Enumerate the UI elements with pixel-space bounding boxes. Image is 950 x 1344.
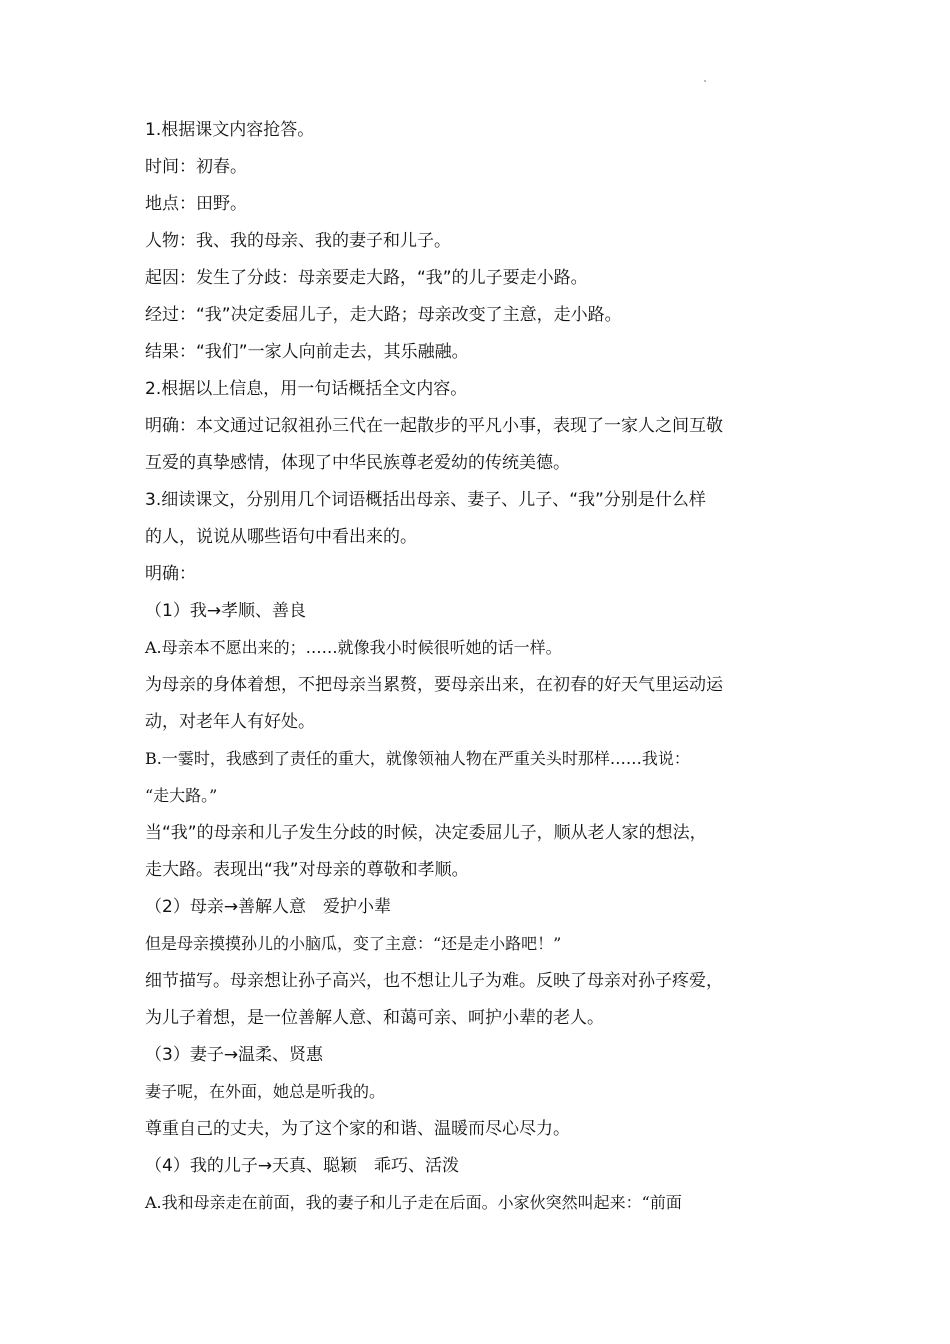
item-4-quote-a: A.我和母亲走在前面，我的妻子和儿子走在后面。小家伙突然叫起来：“前面 [145,1193,682,1212]
answer-3-label: 明确： [145,564,196,584]
item-1-quote-b-line-1: B.一霎时，我感到了责任的重大，就像领袖人物在严重关头时那样……我说： [145,749,690,768]
question-3-heading-line-2: 的人，说说从哪些语句中看出来的。 [145,527,417,547]
item-3-analysis: 尊重自己的丈夫，为了这个家的和谐、温暖而尽心尽力。 [145,1119,570,1139]
answer-time: 时间：初春。 [145,157,247,177]
question-1-heading: 1.根据课文内容抢答。 [145,120,315,140]
item-3-quote: 妻子呢，在外面，她总是听我的。 [145,1082,386,1101]
item-1-analysis-a-line-1: 为母亲的身体着想，不把母亲当累赘，要母亲出来，在初春的好天气里运动运 [145,675,723,695]
answer-process: 经过：“我”决定委屈儿子，走大路；母亲改变了主意，走小路。 [145,305,622,325]
question-2-heading: 2.根据以上信息，用一句话概括全文内容。 [145,379,468,399]
question-3-heading-line-1: 3.细读课文，分别用几个词语概括出母亲、妻子、儿子、“我”分别是什么样 [145,490,706,510]
answer-characters: 人物：我、我的母亲、我的妻子和儿子。 [145,231,451,251]
answer-result: 结果：“我们”一家人向前走去，其乐融融。 [145,342,469,362]
item-1-heading: （1）我→孝顺、善良 [145,601,307,621]
answer-2-line-1: 明确：本文通过记叙祖孙三代在一起散步的平凡小事，表现了一家人之间互敬 [145,416,723,436]
item-2-analysis-line-2: 为儿子着想，是一位善解人意、和蔼可亲、呵护小辈的老人。 [145,1008,604,1028]
item-1-quote-a: A.母亲本不愿出来的；……就像我小时候很听她的话一样。 [145,638,562,657]
item-1-analysis-a-line-2: 动，对老年人有好处。 [145,712,315,732]
answer-place: 地点：田野。 [145,194,247,214]
answer-2-line-2: 互爱的真挚感情，体现了中华民族尊老爱幼的传统美德。 [145,453,570,473]
item-2-quote: 但是母亲摸摸孙儿的小脑瓜，变了主意：“还是走小路吧！” [145,934,562,953]
answer-cause: 起因：发生了分歧：母亲要走大路，“我”的儿子要走小路。 [145,268,588,288]
item-1-quote-b-line-2: “走大路。” [145,786,218,805]
page-corner-mark [704,80,706,82]
item-2-heading: （2）母亲→善解人意 爱护小辈 [145,897,392,917]
item-3-heading: （3）妻子→温柔、贤惠 [145,1045,324,1065]
item-1-analysis-b-line-1: 当“我”的母亲和儿子发生分歧的时候，决定委屈儿子，顺从老人家的想法， [145,823,707,843]
item-2-analysis-line-1: 细节描写。母亲想让孙子高兴，也不想让儿子为难。反映了母亲对孙子疼爱， [145,971,723,991]
item-4-heading: （4）我的儿子→天真、聪颖 乖巧、活泼 [145,1156,460,1176]
document-body [145,120,810,1230]
item-1-analysis-b-line-2: 走大路。表现出“我”对母亲的尊敬和孝顺。 [145,860,469,880]
